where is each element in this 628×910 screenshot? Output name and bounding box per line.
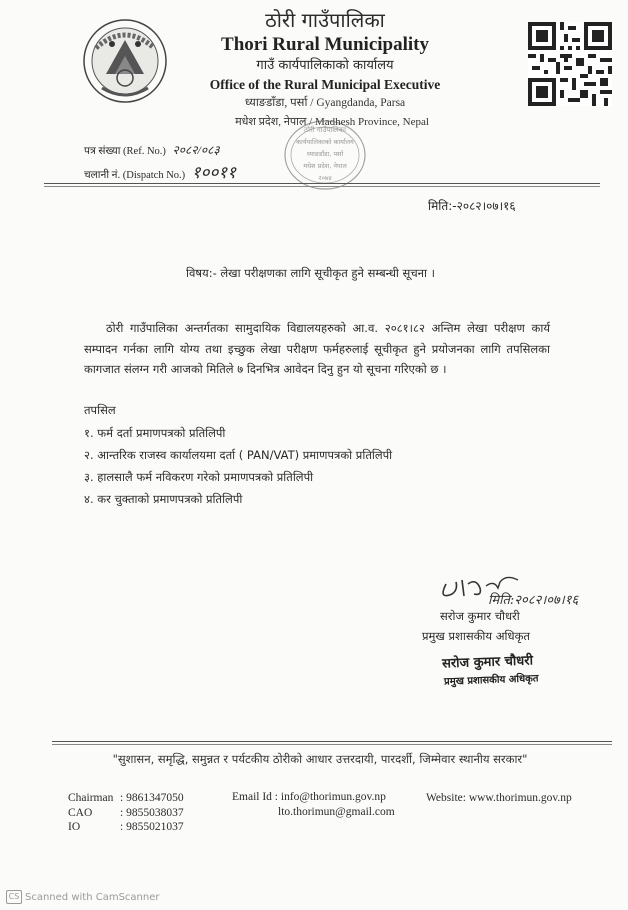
contact-row [68,791,184,806]
signatory-name: सरोज कुमार चौधरी [440,609,520,623]
office-english: Office of the Rural Municipal Executive [209,77,441,92]
stamp-line-3: ध्याङडाँडा, पर्सा [306,150,344,158]
letter-subject: विषय:- लेखा परीक्षणका लागि सूचीकृत हुने सम्बन्धी सूचना । [186,266,435,280]
list-item: ३. हालसालै फर्म नविकरण गरेको प्रमाणपत्रको प्रतिलिपी [84,470,314,484]
footer-motto: "सुशासन, समृद्धि, समुन्नत र पर्यटकीय ठोरीको आधार उत्तरदायी, पारदर्शी, जिम्मेवार स्थानीय सरकार" [112,752,528,766]
ref-value: २०८२/०८३ [172,143,220,157]
handwritten-signature-icon [428,570,598,610]
header-divider [44,183,600,184]
contact-label: Chairman [68,792,114,804]
contact-value: : 9855021037 [120,821,184,833]
contact-label: CAO [68,806,93,819]
list-item: ४. कर चुक्ताको प्रमाणपत्रको प्रतिलिपी [84,492,243,506]
qr-code-icon [528,22,612,106]
reference-number [84,141,220,158]
stamp-line-5: २०७४ [318,174,332,182]
contact-value: : 9855038037 [120,806,184,819]
contact-value: : 9861347050 [120,792,184,804]
email-label: Email Id : [232,791,278,803]
email-primary: info@thorimun.gov.np [280,791,386,803]
letterhead [180,8,470,129]
contact-row [68,806,184,821]
stamp-line-4: मधेश प्रदेश, नेपाल [303,162,347,170]
signatory-title: प्रमुख प्रशासकीय अधिकृत [422,629,530,643]
title-nepali: ठोरी गाउँपालिका [265,8,385,32]
document-list [84,422,392,510]
list-title: तपसिल [84,403,116,417]
camscanner-text: Scanned with CamScanner [25,892,160,903]
dispatch-label: चलानी नं. (Dispatch No.) [84,170,186,181]
footer-divider-thin [52,744,612,745]
footer-divider [52,741,612,742]
signatory-stamp-title: प्रमुख प्रशासकीय अधिकृत [443,673,539,688]
list-item: १. फर्म दर्ता प्रमाणपत्रको प्रतिलिपी [84,426,226,440]
stamp-line-1: ठोरी गाउँपालिका [304,126,346,134]
camscanner-watermark [6,890,160,904]
email-secondary: lto.thorimun@gmail.com [278,805,395,818]
contact-numbers [68,791,184,835]
contact-row [68,820,184,835]
dispatch-number [84,160,236,183]
signatory-stamp-name: सरोज कुमार चौधरी [441,653,534,672]
camscanner-logo-icon: CS [6,890,22,904]
stamp-line-2: कार्यपालिकाको कार्यालय [296,138,354,146]
list-item: २. आन्तरिक राजस्व कार्यालयमा दर्ता ( PAN/VAT) प्रमाणपत्रको प्रतिलिपी [84,448,393,462]
address-line-1: ध्याङडाँडा, पर्सा / Gyangdanda, Parsa [244,97,406,109]
municipality-logo-icon [82,18,168,104]
contact-email [232,790,395,819]
office-nepali: गाउँ कार्यपालिकाको कार्यालय [256,58,394,73]
letter-date: मिति:-२०८२।०७।१६ [428,199,516,213]
contact-label: IO [68,821,81,833]
office-stamp-icon [282,118,368,192]
contact-website: Website: www.thorimun.gov.np [426,792,572,804]
ref-label: पत्र संख्या (Ref. No.) [84,146,166,157]
header-divider-thin [44,186,600,187]
title-english: Thori Rural Municipality [221,34,429,55]
body-paragraph: ठोरी गाउँपालिका अन्तर्गतका सामुदायिक विद्यालयहरुको आ.व. २०८१।८२ अन्तिम लेखा परीक्षण कार्य सम्पादन गर्नका लागि योग्य तथा इच्छुक लेखा परीक्षण फर्महरुलाई सूचीकृत हुने प्रयोजनका लागि तपसिलका कागजात संलग्न गरी आजको मितिले ७ दिनभित्र आवेदन दिनु हुन यो सूचना गरिएको छ । [84,321,550,376]
address-line-2: मधेश प्रदेश, नेपाल / Madhesh Province, Nepal [235,116,429,128]
signature-handwritten-date: मिति:२०८२।०७।१६ [488,593,579,608]
dispatch-value: १००११ [191,163,236,183]
